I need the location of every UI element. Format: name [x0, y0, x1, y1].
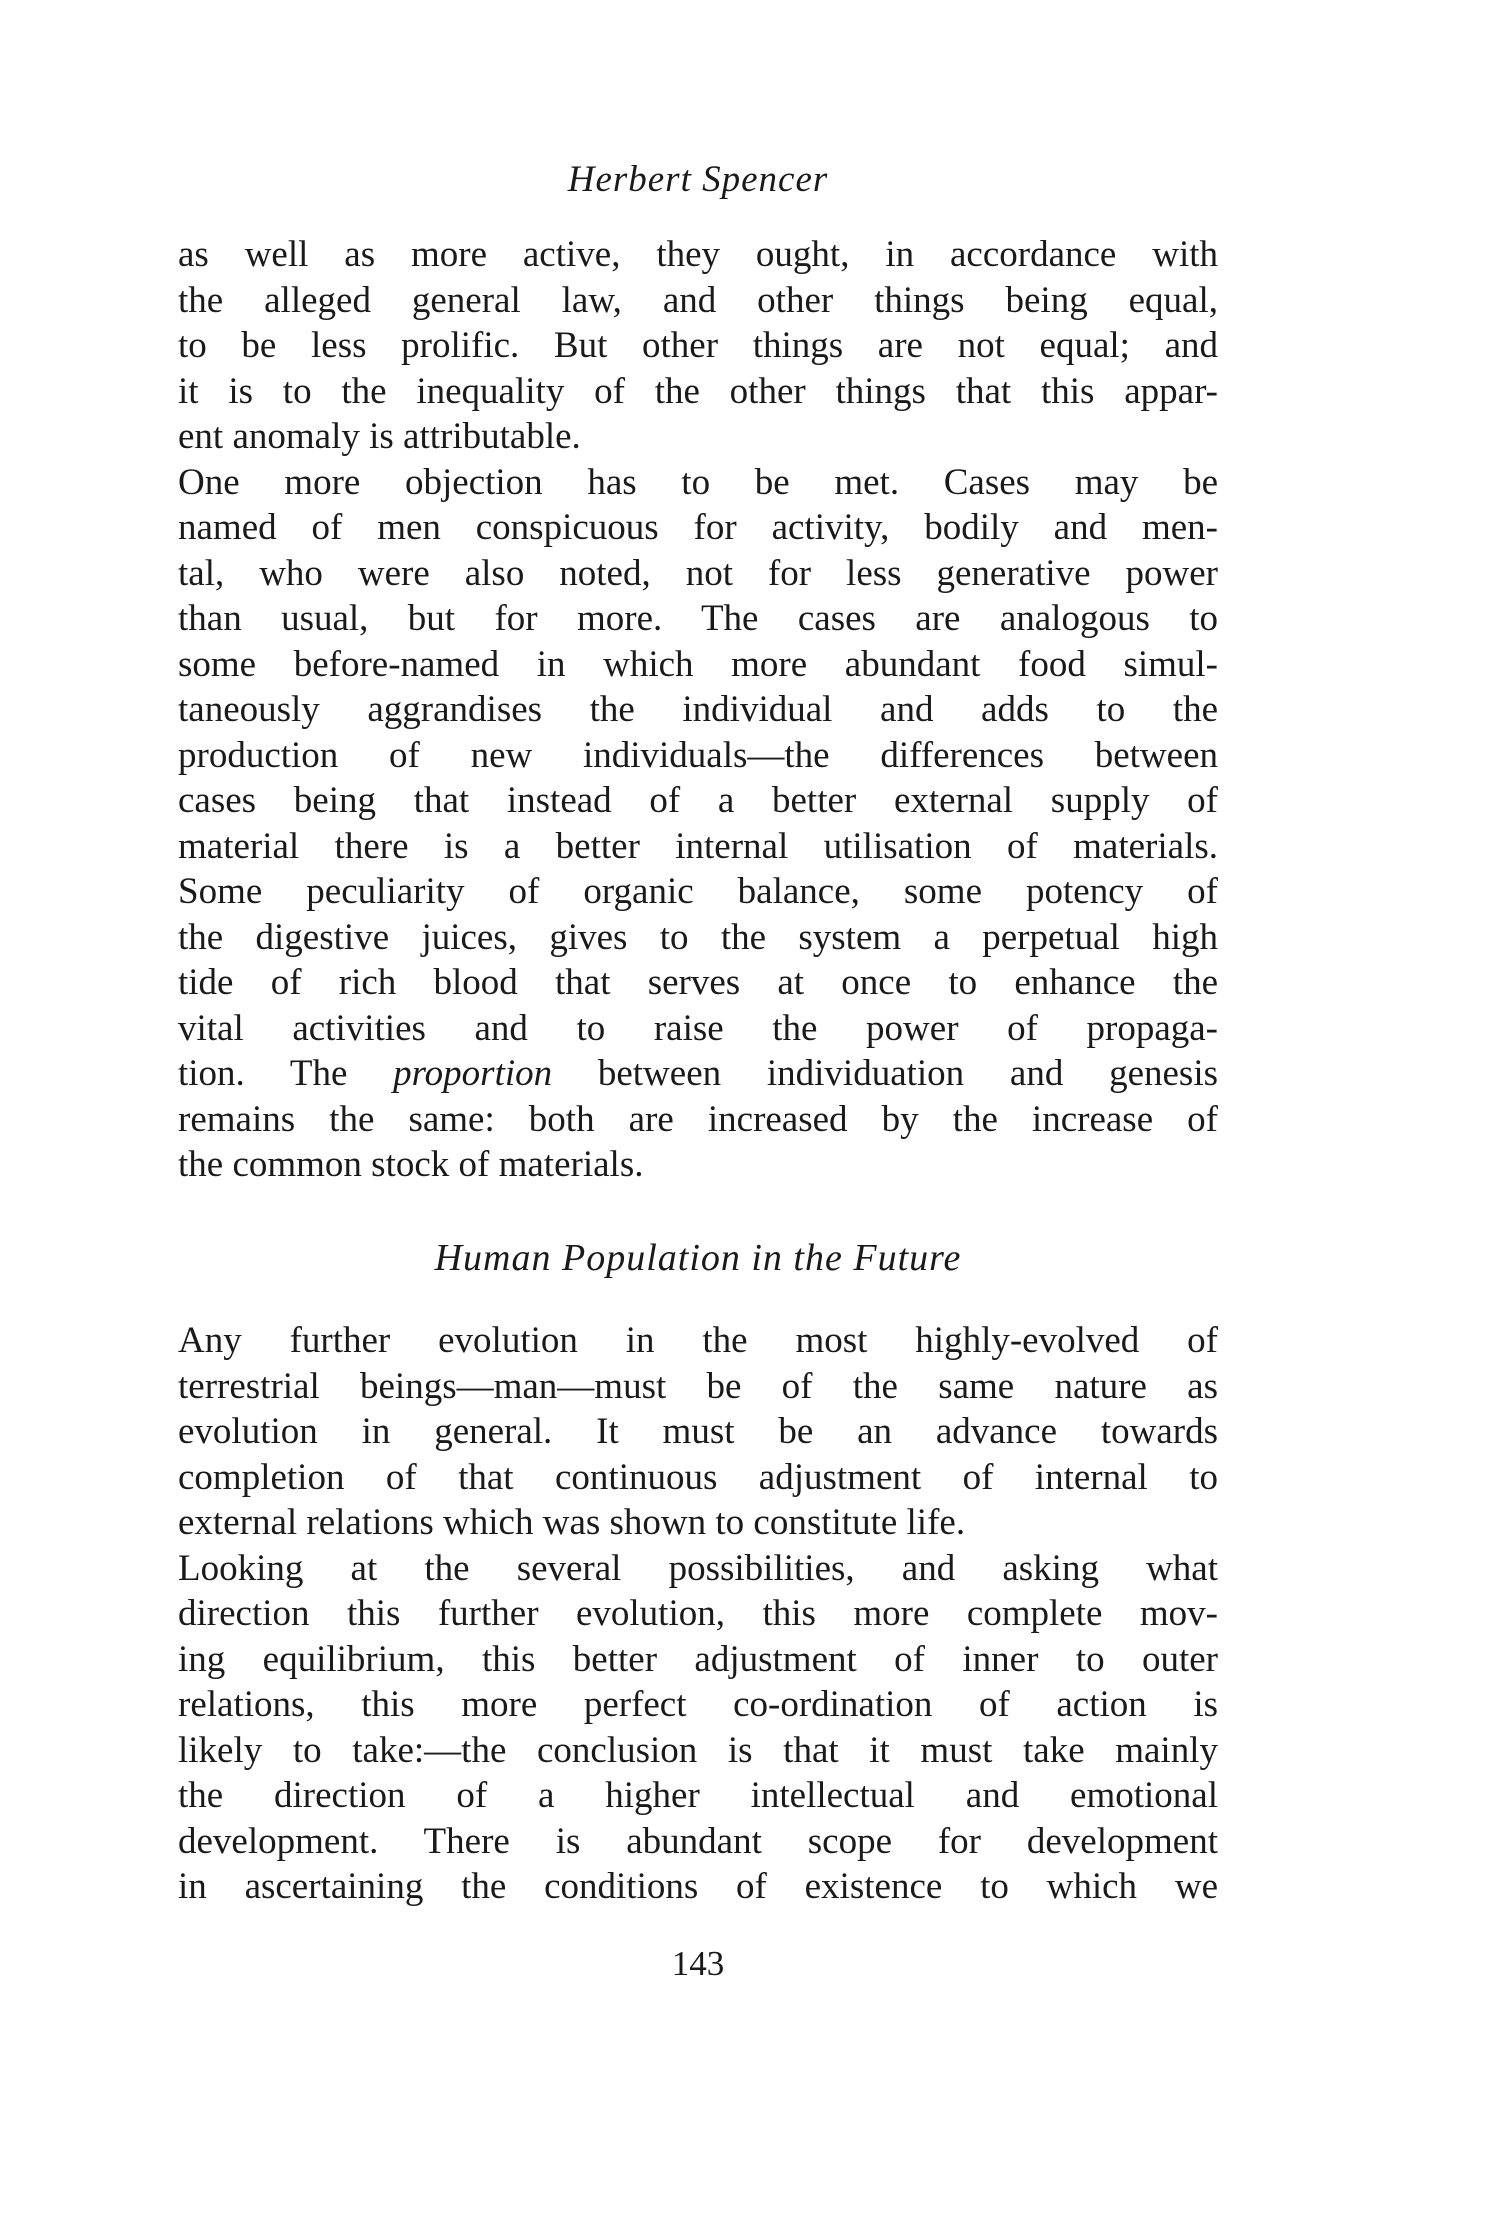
text-line: it is to the inequality of the other things that this appar-: [178, 370, 1218, 412]
text-line: Looking at the several possibilities, and asking what: [178, 1547, 1218, 1589]
page-number: 143: [671, 1944, 725, 1983]
text-line: to be less prolific. But other things are not equal; and: [178, 325, 1218, 366]
text-line: the alleged general law, and other things being equal,: [178, 279, 1218, 321]
text-line: taneously aggrandises the individual and adds to the: [178, 689, 1218, 730]
text-line: Some peculiarity of organic balance, some potency of: [178, 871, 1218, 912]
text-line: the direction of a higher intellectual and emotional: [178, 1775, 1218, 1816]
text-line: some before-named in which more abundant food simul-: [178, 643, 1218, 685]
text-line: named of men conspicuous for activity, bodily and men-: [178, 507, 1218, 548]
text-line: likely to take:—the conclusion is that it must take mainly: [178, 1729, 1218, 1771]
running-head: Herbert Spencer: [567, 159, 829, 200]
text-line: terrestrial beings—man—must be of the same nature as: [178, 1365, 1218, 1407]
text-line: tide of rich blood that serves at once to enhance the: [178, 962, 1218, 1003]
text-line: Any further evolution in the most highly-evolved of: [178, 1320, 1218, 1361]
text-line: vital activities and to raise the power of propaga-: [178, 1007, 1218, 1049]
text-line: ent anomaly is attributable.: [178, 416, 581, 457]
text-line: the common stock of materials.: [178, 1144, 644, 1185]
text-line: material there is a better internal utilisation of materials.: [178, 825, 1218, 867]
text-line: production of new individuals—the differences between: [178, 734, 1218, 776]
text-line: direction this further evolution, this more complete mov-: [178, 1593, 1218, 1634]
text-line: remains the same: both are increased by the increase of: [178, 1098, 1218, 1140]
text-line: the digestive juices, gives to the system a perpetual high: [178, 916, 1218, 958]
emphasized-word: proportion: [393, 1053, 553, 1094]
text-line: than usual, but for more. The cases are analogous to: [178, 598, 1218, 639]
text-line: external relations which was shown to constitute life.: [178, 1502, 966, 1543]
text-line: in ascertaining the conditions of existence to which we: [178, 1866, 1218, 1907]
text-block-lower: [178, 1318, 1218, 1910]
text-line: relations, this more perfect co-ordination of action is: [178, 1684, 1218, 1725]
text-segment: between individuation and genesis: [552, 1053, 1218, 1094]
text-line: completion of that continuous adjustment of internal to: [178, 1456, 1218, 1498]
section-heading: Human Population in the Future: [434, 1237, 962, 1279]
text-line: One more objection has to be met. Cases may be: [178, 461, 1218, 503]
text-line-with-emphasis: [178, 1051, 1218, 1097]
text-line: cases being that instead of a better external supply of: [178, 780, 1218, 821]
text-segment: tion. The: [178, 1053, 394, 1094]
text-line: development. There is abundant scope for development: [178, 1820, 1218, 1862]
text-line: as well as more active, they ought, in accordance with: [178, 234, 1218, 275]
text-line: ing equilibrium, this better adjustment of inner to outer: [178, 1638, 1218, 1680]
text-line: tal, who were also noted, not for less generative power: [178, 552, 1218, 594]
text-block-upper: [178, 232, 1218, 1188]
text-line: evolution in general. It must be an advance towards: [178, 1411, 1218, 1452]
